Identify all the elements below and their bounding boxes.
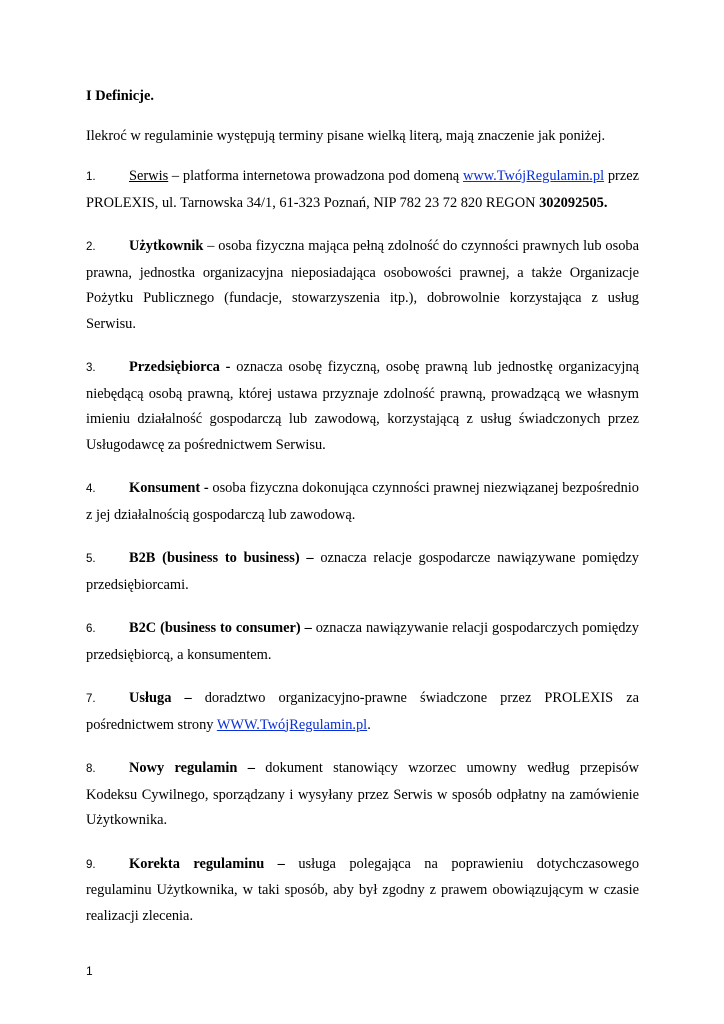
domain-link[interactable]: www.TwójRegulamin.pl [462, 168, 605, 184]
definition-serwis [86, 164, 639, 216]
definition-uzytkownik [86, 234, 639, 337]
definition-number: 7. [86, 693, 96, 705]
definition-nowy-regulamin [86, 756, 639, 834]
definition-text: oznacza nawiązywanie relacji gospodarczych pomiędzy przedsiębiorcą, a konsumentem. [86, 620, 640, 663]
definition-text: usługa polegająca na poprawieniu dotychczasowego regulaminu Użytkownika, w taki sposób, aby był zgodny z prawem obowiązującym w czasie realizacji zlecenia. [86, 855, 640, 924]
definition-term: B2C (business to consumer) – [129, 620, 312, 636]
definition-term: Usługa – [129, 690, 192, 706]
definition-usluga [86, 686, 639, 738]
definition-term: B2B (business to business) – [129, 550, 314, 566]
definition-term: Serwis [129, 168, 169, 184]
intro-paragraph: Ilekroć w regulaminie występują terminy pisane wielką literą, mają znaczenie jak poniżej. [86, 128, 606, 144]
definition-term: Przedsiębiorca - [129, 359, 231, 375]
definition-number: 5. [86, 553, 96, 565]
definition-text: platforma internetowa prowadzona pod domeną [182, 168, 463, 184]
definition-term: Użytkownik [129, 238, 204, 254]
definition-text: przez PROLEXIS, ul. Tarnowska 34/1, 61-323 Poznań, NIP 782 23 72 820 REGON [86, 168, 639, 211]
definition-b2c [86, 616, 639, 668]
definition-number: 9. [86, 858, 96, 871]
definition-b2b [86, 546, 639, 598]
definition-number: 3. [86, 362, 96, 374]
page-number: 1 [86, 964, 93, 978]
definition-korekta-regulaminu [86, 852, 639, 930]
definition-number: 4. [86, 483, 96, 495]
regon-number: 302092505. [539, 194, 608, 211]
definition-text: oznacza relacje gospodarcze nawiązywane pomiędzy przedsiębiorcami. [86, 550, 639, 593]
document-page [86, 84, 639, 947]
definition-text: doradztwo organizacyjno-prawne świadczone przez PROLEXIS za pośrednictwem strony [86, 690, 639, 733]
definition-number: 2. [86, 241, 96, 253]
definition-number: 8. [86, 763, 96, 775]
definition-text: dokument stanowiący wzorzec umowny według przepisów Kodeksu Cywilnego, sporządzany i wysyłany przez Serwis w sposób odpłatny na zamówienie Użytkownika. [86, 760, 640, 828]
definition-text: oznacza osobę fizyczną, osobę prawną lub jednostkę organizacyjną niebędącą osobą prawną, której ustawa przyznaje zdolność prawną, prowadzącą we własnym imieniu działalność gospodarczą lub zawodową, korzystającą z usług świadczonych przez Usługodawcę za pośrednictwem Serwisu. [86, 359, 639, 453]
definition-text: – osoba fizyczna mająca pełną zdolność do czynności prawnych lub osoba prawna, jednostka organizacyjna nieposiadająca osobowości prawnej, a także Organizacje Pożytku Publicznego (fundacje, stowarzyszenia itp.), dobrowolnie korzystająca z usług Serwisu. [86, 238, 639, 332]
definition-konsument [86, 476, 639, 528]
definition-number: 1. [86, 171, 96, 183]
definition-text: . [367, 716, 371, 733]
definition-separator: – [168, 168, 183, 184]
section-heading: I Definicje. [86, 88, 154, 104]
definition-number: 6. [86, 623, 96, 635]
website-link[interactable]: WWW.TwójRegulamin.pl [216, 716, 368, 733]
definition-term: Nowy regulamin – [129, 760, 255, 776]
definition-term: Korekta regulaminu – [129, 855, 285, 872]
definition-term: Konsument - [129, 480, 209, 496]
definition-przedsiebiorca [86, 355, 639, 458]
definition-text: osoba fizyczna dokonująca czynności prawnej niezwiązanej bezpośrednio z jej działalnością gospodarczą lub zawodową. [86, 480, 639, 523]
